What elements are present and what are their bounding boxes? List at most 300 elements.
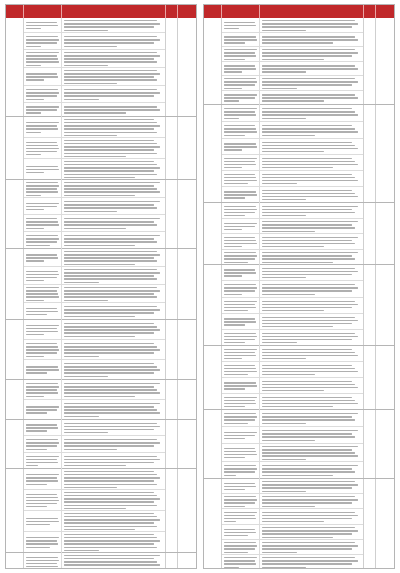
text-line xyxy=(224,128,256,129)
text-line xyxy=(262,416,352,417)
department-name xyxy=(6,469,24,552)
table-row xyxy=(222,62,363,76)
department-name xyxy=(6,420,24,468)
item-cell xyxy=(24,68,62,86)
text-line xyxy=(26,166,58,167)
description-cell xyxy=(260,479,364,494)
text-line xyxy=(26,254,57,255)
text-line xyxy=(64,501,154,502)
text-line xyxy=(64,392,160,393)
table-row xyxy=(24,360,165,380)
table-row xyxy=(222,219,363,234)
department-group xyxy=(6,553,196,569)
text-line xyxy=(262,545,358,546)
description-cell xyxy=(62,436,166,453)
group-items xyxy=(222,265,364,345)
text-line xyxy=(262,161,355,162)
text-line xyxy=(224,371,257,372)
item-cell xyxy=(24,159,62,180)
text-line xyxy=(64,372,154,373)
text-line xyxy=(64,537,157,538)
text-line xyxy=(64,383,160,384)
group-items xyxy=(222,203,364,264)
text-line xyxy=(262,423,306,424)
text-line xyxy=(224,212,255,213)
department-group xyxy=(6,320,196,380)
text-line xyxy=(262,39,358,40)
text-line xyxy=(64,251,157,252)
text-line xyxy=(64,516,157,517)
text-line xyxy=(64,487,117,488)
text-line xyxy=(262,468,352,469)
table-row xyxy=(24,50,165,68)
item-cell xyxy=(24,320,62,340)
text-line xyxy=(262,446,358,447)
table-row xyxy=(222,378,363,394)
rank-value xyxy=(376,410,395,478)
text-line xyxy=(26,430,47,431)
score-value xyxy=(364,265,376,345)
description-cell xyxy=(62,33,166,50)
text-line xyxy=(26,195,41,196)
text-line xyxy=(26,260,44,261)
text-line xyxy=(64,366,157,367)
item-cell xyxy=(222,394,260,410)
text-line xyxy=(224,486,256,487)
description-cell xyxy=(260,444,364,462)
text-line xyxy=(262,268,355,269)
text-line xyxy=(262,68,358,69)
text-line xyxy=(26,352,57,353)
text-line xyxy=(262,135,315,136)
text-line xyxy=(224,161,255,162)
text-line xyxy=(64,480,154,481)
table-row xyxy=(222,462,363,479)
text-line xyxy=(26,287,59,288)
table-row xyxy=(24,553,165,569)
item-cell xyxy=(24,33,62,50)
text-line xyxy=(262,111,355,112)
text-line xyxy=(64,519,160,520)
text-line xyxy=(64,146,160,147)
text-line xyxy=(262,227,355,228)
text-line xyxy=(224,22,255,23)
description-cell xyxy=(62,303,166,320)
header-department xyxy=(204,5,222,18)
table-row xyxy=(24,103,165,117)
department-group xyxy=(6,180,196,249)
text-line xyxy=(26,494,57,495)
description-cell xyxy=(62,180,166,198)
text-line xyxy=(224,287,257,288)
text-line xyxy=(262,78,355,79)
text-line xyxy=(64,20,157,21)
text-line xyxy=(64,505,157,506)
text-line xyxy=(26,383,58,384)
text-line xyxy=(262,336,358,337)
text-line xyxy=(224,81,257,82)
text-line xyxy=(26,540,57,541)
item-cell xyxy=(24,420,62,436)
table-row xyxy=(24,215,165,232)
text-line xyxy=(262,381,352,382)
text-line xyxy=(26,55,57,56)
text-line xyxy=(262,368,355,369)
text-line xyxy=(224,448,255,449)
score-value xyxy=(364,203,376,264)
item-cell xyxy=(222,171,260,187)
item-cell xyxy=(222,330,260,346)
text-line xyxy=(262,81,358,82)
text-line xyxy=(224,515,255,516)
text-line xyxy=(224,258,255,259)
text-line xyxy=(64,264,135,265)
table-row xyxy=(24,490,165,511)
description-cell xyxy=(260,76,364,91)
text-line xyxy=(64,149,154,150)
text-line xyxy=(64,423,157,424)
text-line xyxy=(224,419,255,420)
department-name xyxy=(204,265,222,345)
table-row xyxy=(24,453,165,469)
text-line xyxy=(64,52,157,53)
description-cell xyxy=(260,525,364,540)
description-cell xyxy=(260,155,364,171)
description-cell xyxy=(260,281,364,298)
text-line xyxy=(64,403,160,404)
text-line xyxy=(262,258,355,259)
text-line xyxy=(26,386,59,387)
text-line xyxy=(262,294,315,295)
text-line xyxy=(64,70,157,71)
text-line xyxy=(26,245,50,246)
text-line xyxy=(26,308,57,309)
text-line xyxy=(262,20,355,21)
item-cell xyxy=(222,155,260,171)
rank-value xyxy=(178,249,197,319)
text-line xyxy=(26,334,44,335)
text-line xyxy=(224,65,255,66)
text-line xyxy=(224,512,257,513)
description-cell xyxy=(62,159,166,180)
text-line xyxy=(224,246,242,247)
text-line xyxy=(262,320,358,321)
text-line xyxy=(224,496,256,497)
table-row xyxy=(222,234,363,250)
text-line xyxy=(64,389,157,390)
text-line xyxy=(224,397,257,398)
table-row xyxy=(222,525,363,540)
item-cell xyxy=(222,91,260,105)
rank-value xyxy=(178,380,197,419)
text-line xyxy=(26,392,58,393)
text-line xyxy=(64,534,154,535)
text-line xyxy=(26,331,58,332)
text-line xyxy=(26,22,57,23)
description-cell xyxy=(62,400,166,420)
text-line xyxy=(64,92,160,93)
text-line xyxy=(64,465,126,466)
item-cell xyxy=(24,360,62,380)
text-line xyxy=(64,95,154,96)
description-cell xyxy=(62,453,166,469)
group-items xyxy=(24,18,166,116)
text-line xyxy=(262,224,352,225)
text-line xyxy=(224,432,257,433)
item-cell xyxy=(222,525,260,540)
text-line xyxy=(224,506,245,507)
text-line xyxy=(224,563,256,564)
text-line xyxy=(64,177,135,178)
group-items xyxy=(222,346,364,409)
item-cell xyxy=(222,444,260,462)
description-cell xyxy=(260,18,364,33)
text-line xyxy=(262,449,352,450)
text-line xyxy=(26,343,57,344)
text-line xyxy=(64,46,117,47)
table-row xyxy=(222,139,363,155)
group-items xyxy=(24,117,166,179)
description-cell xyxy=(260,219,364,234)
text-line xyxy=(224,355,256,356)
table-row xyxy=(24,159,165,180)
description-cell xyxy=(260,298,364,314)
text-line xyxy=(64,185,154,186)
text-line xyxy=(64,241,157,242)
text-line xyxy=(224,333,256,334)
text-line xyxy=(224,146,257,147)
text-line xyxy=(26,112,41,113)
text-line xyxy=(26,518,58,519)
table-row xyxy=(222,281,363,298)
text-line xyxy=(26,412,47,413)
text-line xyxy=(262,530,358,531)
text-line xyxy=(262,284,355,285)
text-line xyxy=(262,304,358,305)
text-line xyxy=(64,260,157,261)
text-line xyxy=(26,191,58,192)
header-description xyxy=(260,5,364,18)
text-line xyxy=(224,164,256,165)
text-line xyxy=(26,409,57,410)
text-line xyxy=(262,459,306,460)
table-row xyxy=(222,187,363,203)
table-row xyxy=(222,494,363,509)
text-line xyxy=(64,58,154,59)
text-line xyxy=(64,526,157,527)
description-cell xyxy=(62,380,166,400)
table-row xyxy=(24,138,165,159)
text-line xyxy=(262,533,352,534)
item-cell xyxy=(222,76,260,91)
item-cell xyxy=(222,494,260,509)
text-line xyxy=(64,39,160,40)
table-row xyxy=(222,444,363,462)
text-line xyxy=(64,332,154,333)
text-line xyxy=(26,563,57,564)
item-cell xyxy=(222,265,260,281)
text-line xyxy=(26,89,58,90)
text-line xyxy=(224,406,245,407)
rank-value xyxy=(376,18,395,104)
text-line xyxy=(224,269,255,270)
item-cell xyxy=(24,400,62,420)
rank-value xyxy=(376,105,395,202)
text-line xyxy=(224,416,257,417)
text-line xyxy=(224,215,245,216)
text-line xyxy=(26,566,58,567)
score-value xyxy=(166,18,178,116)
text-line xyxy=(224,71,242,72)
text-line xyxy=(64,282,99,283)
description-cell xyxy=(62,511,166,532)
description-cell xyxy=(260,314,364,330)
score-value xyxy=(364,410,376,478)
description-cell xyxy=(260,91,364,105)
department-name xyxy=(6,180,24,248)
description-cell xyxy=(62,420,166,436)
text-line xyxy=(262,323,352,324)
text-line xyxy=(262,180,358,181)
text-line xyxy=(224,352,255,353)
table-row xyxy=(222,394,363,410)
item-cell xyxy=(222,378,260,394)
text-line xyxy=(262,499,358,500)
text-line xyxy=(26,372,47,373)
text-line xyxy=(262,221,358,222)
text-line xyxy=(26,346,58,347)
text-line xyxy=(64,36,157,37)
text-line xyxy=(262,231,315,232)
text-line xyxy=(224,521,236,522)
text-line xyxy=(224,545,257,546)
text-line xyxy=(26,349,59,350)
text-line xyxy=(64,484,157,485)
text-line xyxy=(262,419,355,420)
table-row xyxy=(222,105,363,122)
text-line xyxy=(26,480,58,481)
text-line xyxy=(262,481,355,482)
text-line xyxy=(262,174,352,175)
item-cell xyxy=(24,553,62,569)
text-line xyxy=(64,498,160,499)
text-line xyxy=(262,548,352,549)
text-line xyxy=(262,487,352,488)
table-row xyxy=(24,267,165,285)
text-line xyxy=(26,52,59,53)
text-line xyxy=(224,321,256,322)
description-cell xyxy=(260,330,364,346)
header-department xyxy=(6,5,24,18)
department-name xyxy=(204,203,222,264)
department-name xyxy=(204,479,222,569)
text-line xyxy=(224,68,256,69)
group-items xyxy=(24,420,166,468)
text-line xyxy=(224,349,257,350)
description-cell xyxy=(260,265,364,281)
text-line xyxy=(262,128,355,129)
text-line xyxy=(64,128,154,129)
item-cell xyxy=(24,117,62,138)
text-line xyxy=(26,300,44,301)
text-line xyxy=(224,174,255,175)
score-value xyxy=(364,479,376,569)
text-line xyxy=(64,99,99,100)
text-line xyxy=(64,76,154,77)
score-value xyxy=(166,320,178,379)
text-line xyxy=(224,118,239,119)
text-line xyxy=(262,491,306,492)
table-row xyxy=(24,18,165,33)
text-line xyxy=(64,336,135,337)
table-row xyxy=(222,18,363,33)
text-line xyxy=(262,125,352,126)
text-line xyxy=(262,255,352,256)
text-line xyxy=(262,557,355,558)
text-line xyxy=(26,424,57,425)
text-line xyxy=(64,564,160,565)
description-cell xyxy=(62,215,166,232)
text-line xyxy=(262,518,352,519)
department-name xyxy=(204,18,222,104)
text-line xyxy=(262,484,358,485)
table-row xyxy=(24,320,165,340)
header-score xyxy=(166,5,178,18)
text-line xyxy=(224,197,245,198)
text-line xyxy=(64,568,154,569)
item-cell xyxy=(222,33,260,47)
text-line xyxy=(64,79,157,80)
text-line xyxy=(26,95,57,96)
text-line xyxy=(64,561,157,562)
text-line xyxy=(224,471,255,472)
description-cell xyxy=(62,68,166,86)
text-line xyxy=(224,294,242,295)
text-line xyxy=(64,349,160,350)
description-cell xyxy=(62,267,166,285)
table-row xyxy=(222,427,363,444)
text-line xyxy=(64,449,117,450)
text-line xyxy=(26,557,58,558)
department-name xyxy=(204,105,222,202)
text-line xyxy=(64,356,99,357)
text-line xyxy=(64,125,160,126)
text-line xyxy=(26,235,58,236)
text-line xyxy=(262,252,358,253)
text-line xyxy=(64,462,154,463)
table-row xyxy=(222,509,363,525)
score-value xyxy=(166,117,178,179)
text-line xyxy=(262,145,355,146)
text-line xyxy=(26,389,57,390)
text-line xyxy=(26,218,57,219)
text-line xyxy=(26,151,57,152)
text-line xyxy=(224,143,256,144)
description-cell xyxy=(62,360,166,380)
item-cell xyxy=(24,180,62,198)
text-line xyxy=(262,455,358,456)
text-line xyxy=(262,158,352,159)
text-line xyxy=(224,94,257,95)
text-line xyxy=(64,224,157,225)
description-cell xyxy=(62,532,166,553)
text-line xyxy=(262,42,333,43)
description-cell xyxy=(62,553,166,569)
text-line xyxy=(262,403,358,404)
table-row xyxy=(24,285,165,303)
text-line xyxy=(224,388,245,389)
text-line xyxy=(64,221,154,222)
